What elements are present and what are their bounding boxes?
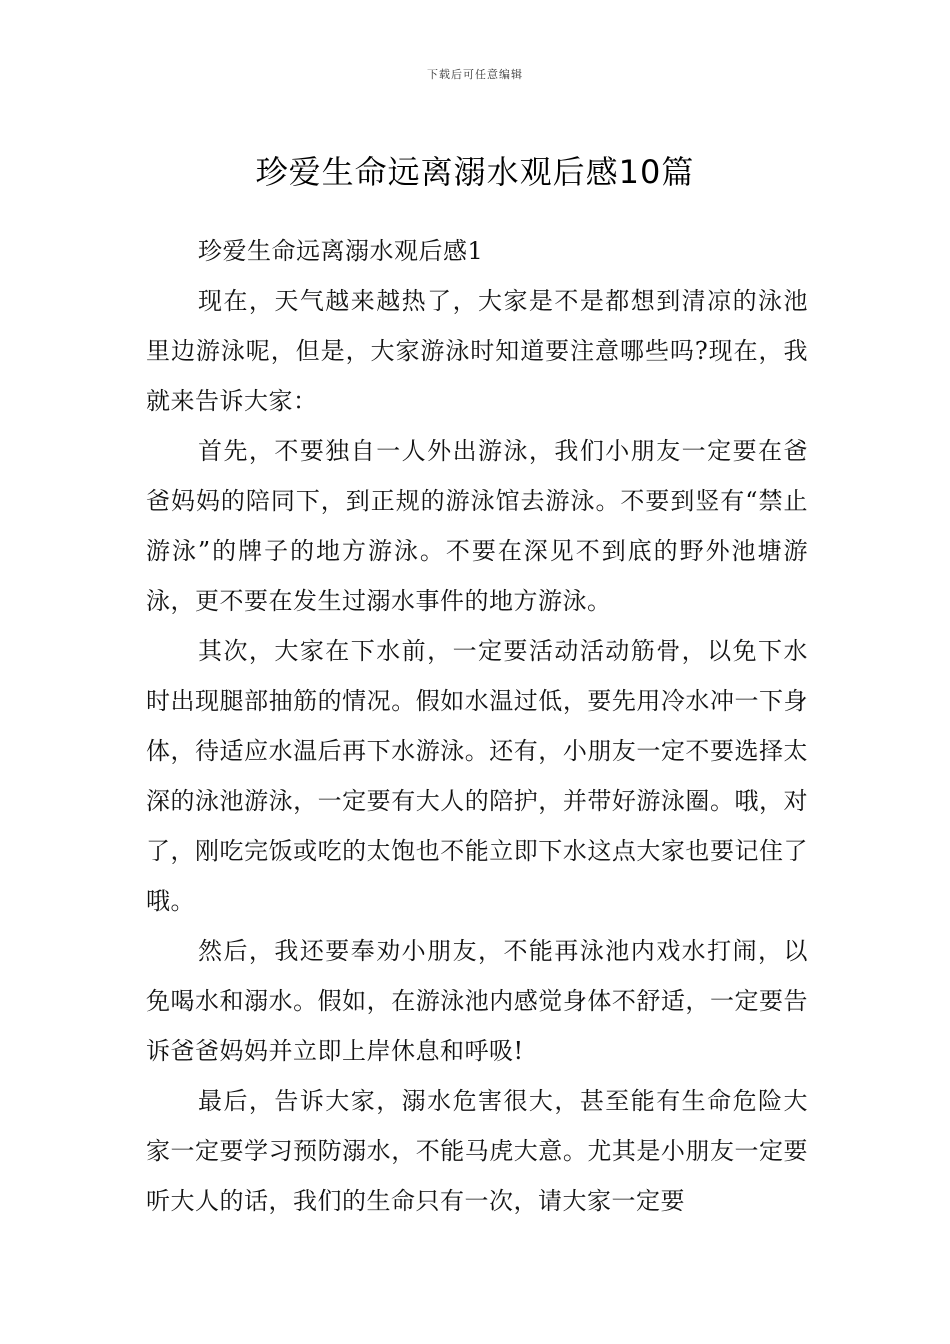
- document-body: [146, 226, 808, 1226]
- paragraph-1: 现在，天气越来越热了，大家是不是都想到清凉的泳池里边游泳呢，但是，大家游泳时知道要注意哪些吗?现在，我就来告诉大家：: [146, 287, 808, 415]
- paragraph-4: 然后，我还要奉劝小朋友，不能再泳池内戏水打闹，以免喝水和溺水。假如，在游泳池内感觉身体不舒适，一定要告诉爸爸妈妈并立即上岸休息和呼吸!: [146, 937, 808, 1065]
- section-heading: 珍爱生命远离溺水观后感1: [198, 237, 484, 265]
- paragraph-5: 最后，告诉大家，溺水危害很大，甚至能有生命危险大家一定要学习预防溺水，不能马虎大意。尤其是小朋友一定要听大人的话，我们的生命只有一次，请大家一定要: [146, 1087, 808, 1215]
- header-note: 下载后可任意编辑: [427, 68, 523, 81]
- paragraph-2: 首先，不要独自一人外出游泳，我们小朋友一定要在爸爸妈妈的陪同下，到正规的游泳馆去游泳。不要到竖有“禁止游泳”的牌子的地方游泳。不要在深见不到底的野外池塘游泳，更不要在发生过溺水事件的地方游泳。: [146, 437, 808, 615]
- paragraph-3: 其次，大家在下水前，一定要活动活动筋骨，以免下水时出现腿部抽筋的情况。假如水温过低，要先用冷水冲一下身体，待适应水温后再下水游泳。还有，小朋友一定不要选择太深的泳池游泳，一定要有大人的陪护，并带好游泳圈。哦，对了，刚吃完饭或吃的太饱也不能立即下水这点大家也要记住了哦。: [146, 637, 808, 915]
- document-title: 珍爱生命远离溺水观后感10篇: [255, 153, 695, 192]
